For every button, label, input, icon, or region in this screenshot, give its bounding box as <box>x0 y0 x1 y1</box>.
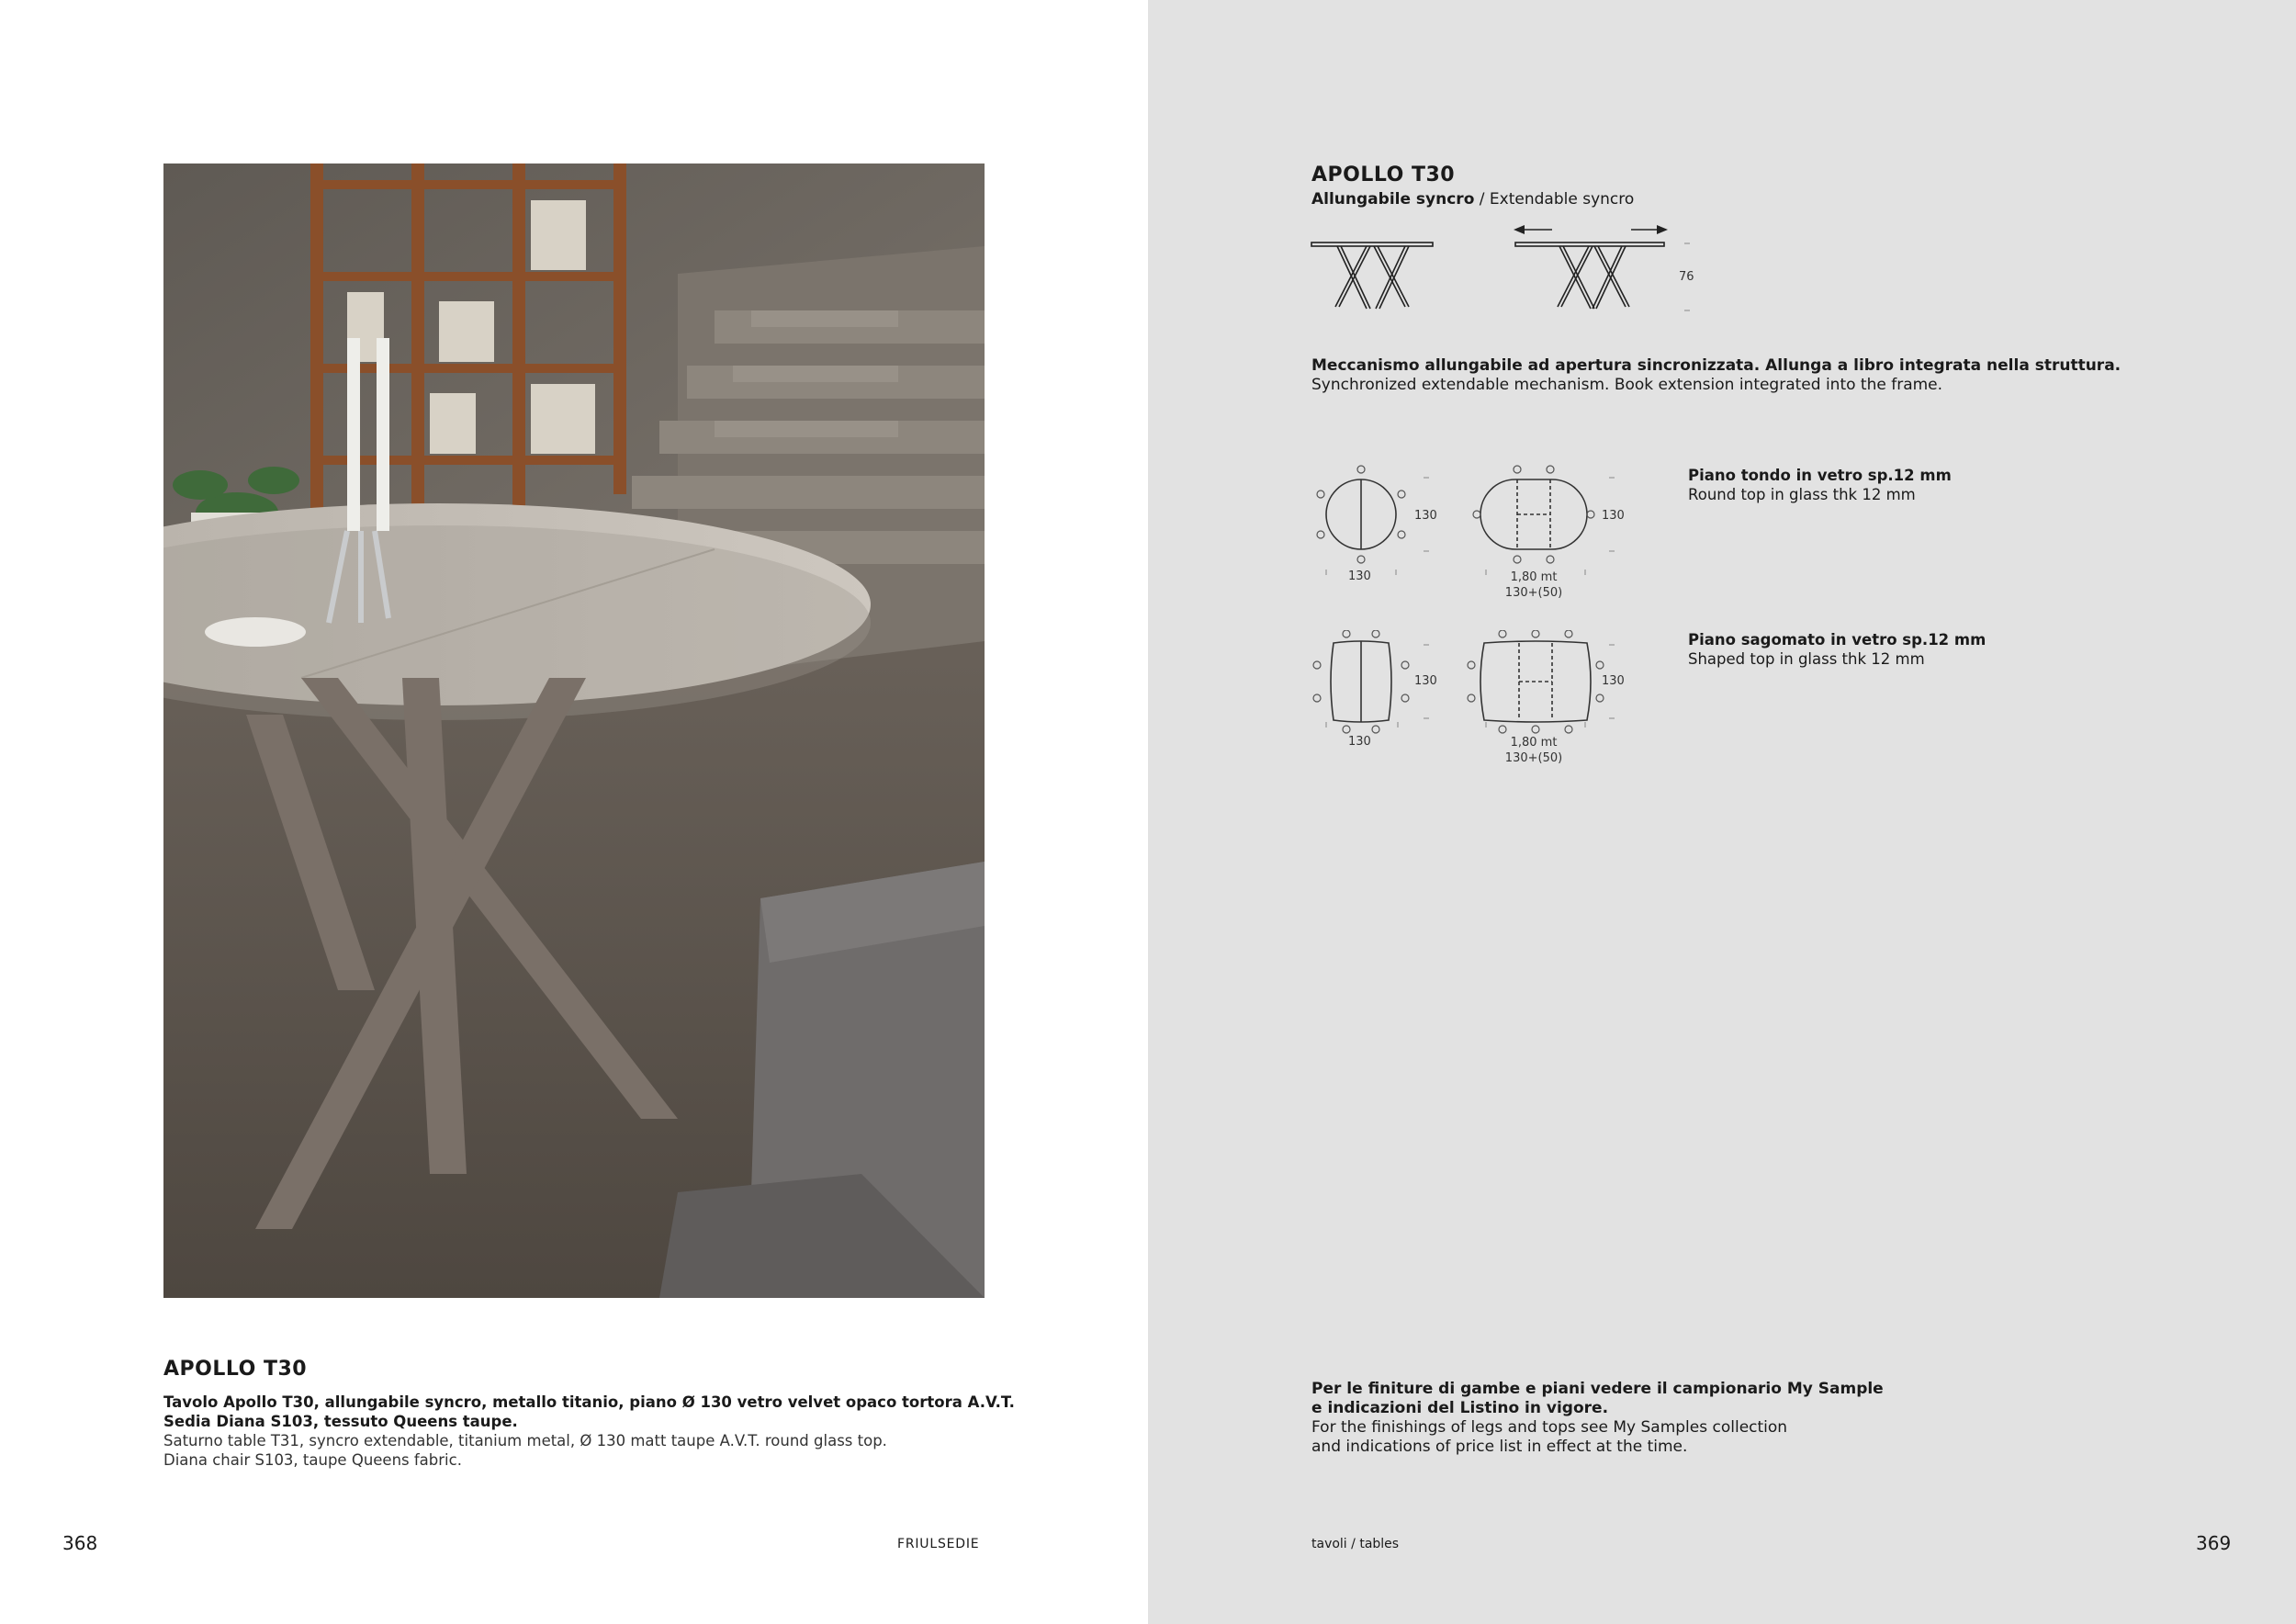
caption-it-line-2: Sedia Diana S103, tessuto Queens taupe. <box>163 1413 518 1430</box>
round-open-length <box>1490 570 1578 601</box>
caption-title: APOLLO T30 <box>163 1358 308 1381</box>
round-top-label-en: Round top in glass thk 12 mm <box>1688 486 1916 503</box>
product-photo <box>163 164 985 1298</box>
desc-it: Meccanismo allungabile ad apertura sincronizzata. Allunga a libro integrata nella struttura. <box>1311 356 2122 375</box>
section-en: tables <box>1359 1537 1400 1551</box>
photo-caption <box>163 1393 1015 1470</box>
apollo-table-photo-illustration <box>163 164 985 1298</box>
finishes-note <box>1311 1380 1884 1457</box>
brand-footer: FRIULSEDIE <box>897 1537 980 1551</box>
shaped-top-closed-plan <box>1310 630 1438 746</box>
finish-en-line-2: and indications of price list in effect at the time. <box>1311 1438 1688 1456</box>
desc-en: Synchronized extendable mechanism. Book extension integrated into the frame. <box>1311 376 1943 394</box>
round-open-depth: 130 <box>1602 509 1625 523</box>
product-subtitle <box>1311 190 1634 209</box>
round-open-length-formula: 130+(50) <box>1504 586 1563 600</box>
shaped-top-label-en: Shaped top in glass thk 12 mm <box>1688 650 1925 668</box>
caption-en-line-2: Diana chair S103, taupe Queens fabric. <box>163 1451 462 1469</box>
shaped-top-extended-plan <box>1466 630 1626 746</box>
round-closed-depth: 130 <box>1414 509 1437 523</box>
side-view-extended-drawing <box>1514 220 1670 314</box>
caption-it-line-1: Tavolo Apollo T30, allungabile syncro, metallo titanio, piano Ø 130 vetro velvet opaco tortora A.V.T. <box>163 1393 1015 1411</box>
subtitle-en: Extendable syncro <box>1489 190 1635 209</box>
shaped-closed-width: 130 <box>1348 735 1371 749</box>
mechanism-description <box>1311 356 2121 395</box>
shaped-open-length-value: 1,80 mt <box>1510 736 1558 750</box>
shaped-closed-depth: 130 <box>1414 674 1437 688</box>
finish-it-line-2: e indicazioni del Listino in vigore. <box>1311 1399 1609 1417</box>
shaped-top-label-it: Piano sagomato in vetro sp.12 mm <box>1688 631 1986 648</box>
subtitle-it: Allungabile syncro <box>1311 190 1475 209</box>
height-dimension: 76 <box>1679 270 1694 284</box>
subtitle-separator: / <box>1474 190 1490 209</box>
shaped-open-depth: 130 <box>1602 674 1625 688</box>
round-top-label <box>1688 466 1952 504</box>
round-open-length-value: 1,80 mt <box>1510 570 1558 584</box>
product-title: APOLLO T30 <box>1311 164 1456 186</box>
finish-en-line-1: For the finishings of legs and tops see My Samples collection <box>1311 1418 1788 1437</box>
page-number-left: 368 <box>62 1532 98 1554</box>
round-top-label-it: Piano tondo in vetro sp.12 mm <box>1688 467 1952 484</box>
side-view-closed-drawing <box>1310 237 1438 314</box>
section-footer <box>1311 1537 1399 1551</box>
caption-en-line-1: Saturno table T31, syncro extendable, titanium metal, Ø 130 matt taupe A.V.T. round glass top. <box>163 1432 887 1449</box>
shaped-open-length-formula: 130+(50) <box>1504 751 1563 765</box>
page-number-right: 369 <box>2196 1532 2232 1554</box>
finish-it-line-1: Per le finiture di gambe e piani vedere il campionario My Sample <box>1311 1380 1884 1398</box>
section-it: tavoli <box>1311 1537 1347 1551</box>
round-closed-width: 130 <box>1348 570 1371 583</box>
shaped-top-label <box>1688 630 1986 669</box>
section-separator: / <box>1346 1537 1360 1551</box>
shaped-open-length <box>1490 735 1578 766</box>
